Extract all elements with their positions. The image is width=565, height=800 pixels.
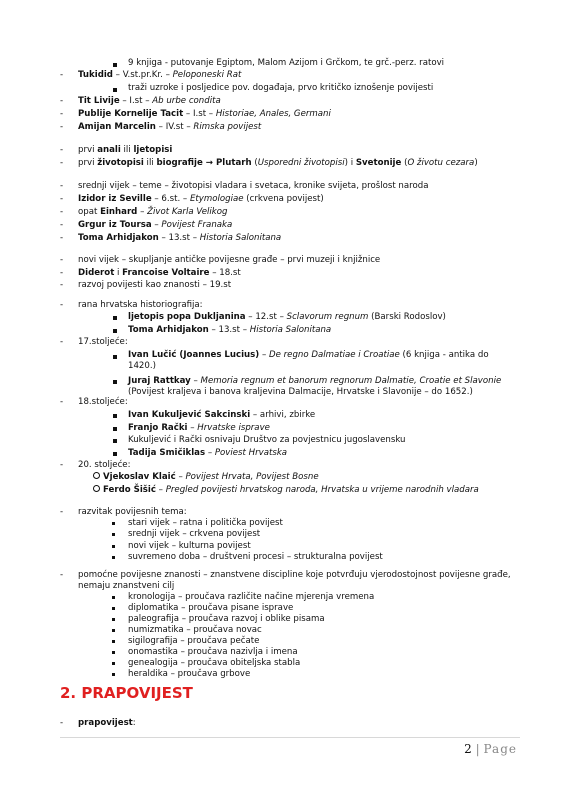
page-word: Page — [483, 742, 517, 756]
square-bullet-icon — [113, 427, 117, 431]
square-bullet-icon — [112, 673, 115, 676]
text-line: stari vijek – ratna i politička povijest — [128, 518, 283, 528]
text-line: Ivan Kukuljević Sakcinski – arhivi, zbirke — [128, 410, 316, 420]
dash-bullet: - — [60, 507, 64, 517]
square-bullet-icon — [113, 88, 117, 92]
dash-bullet: - — [60, 70, 64, 80]
square-bullet-icon — [113, 439, 117, 443]
square-bullet-icon — [113, 355, 117, 359]
text-line: kronologija – proučava različite načine mjerenja vremena — [128, 592, 375, 602]
circle-bullet-icon — [93, 485, 100, 492]
text-line: prvi životopisi ili biografije → Plutarh (Usporedni životopisi) i Svetonije (O životu cezara) — [78, 158, 478, 168]
text-line: novi vijek – kulturna povijest — [128, 541, 251, 551]
text-line: heraldika – proučava grbove — [128, 669, 251, 679]
dash-bullet: - — [60, 570, 64, 580]
text-line: razvoj povijesti kao znanosti – 19.st — [78, 280, 232, 290]
text-line: ljetopis popa Dukljanina – 12.st – Sclavorum regnum (Barski Rodoslov) — [128, 312, 446, 322]
text-line: genealogija – proučava obiteljska stabla — [128, 658, 301, 668]
dash-bullet: - — [60, 96, 64, 106]
square-bullet-icon — [113, 380, 117, 384]
dash-bullet: - — [60, 207, 64, 217]
text-line: Tadija Smičiklas – Poviest Hrvatska — [128, 448, 288, 458]
text-line: 9 knjiga - putovanje Egiptom, Malom Azijom i Grčkom, te grč.-perz. ratovi — [128, 58, 445, 68]
dash-bullet: - — [60, 158, 64, 168]
text-line: 1420.) — [128, 361, 156, 371]
text-line: Vjekoslav Klaić – Povijest Hrvata, Povijest Bosne — [93, 472, 319, 483]
square-bullet-icon — [112, 607, 115, 610]
square-bullet-icon — [112, 522, 115, 525]
square-bullet-icon — [112, 651, 115, 654]
dash-bullet: - — [60, 122, 64, 132]
text-line: suvremeno doba – društveni procesi – strukturalna povijest — [128, 552, 383, 562]
text-line: paleografija – proučava razvoj i oblike pisama — [128, 614, 325, 624]
circle-bullet-icon — [93, 472, 100, 479]
square-bullet-icon — [112, 545, 115, 548]
text-line: Izidor iz Seville – 6.st. – Etymologiae (crkvena povijest) — [78, 194, 324, 204]
dash-bullet: - — [60, 718, 64, 728]
text-line: numizmatika – proučava novac — [128, 625, 262, 635]
text-line: Kukuljević i Rački osnivaju Društvo za povjestnicu jugoslavensku — [128, 435, 406, 445]
text-line: Diderot i Francoise Voltaire – 18.st — [78, 268, 241, 278]
text-line: traži uzroke i posljedice pov. događaja, prvo kritičko iznošenje povijesti — [128, 83, 434, 93]
text-line: Juraj Rattkay – Memoria regnum et banorum regnorum Dalmatie, Croatie et Slavonie — [128, 376, 502, 386]
text-line: (Povijest kraljeva i banova kraljevina Dalmacije, Hrvatske i Slavonije – do 1652.) — [128, 387, 473, 397]
text-line: Tukidid – V.st.pr.Kr. – Peloponeski Rat — [78, 70, 242, 80]
text-line: opat Einhard – Život Karla Velikog — [78, 207, 228, 217]
square-bullet-icon — [113, 452, 117, 456]
text-line: nemaju znanstveni cilj — [78, 581, 175, 591]
text-line: 18.stoljeće: — [78, 397, 128, 407]
square-bullet-icon — [112, 533, 115, 536]
page-number: 2 — [464, 742, 472, 756]
text-line: Toma Arhidjakon – 13.st – Historia Salonitana — [128, 325, 332, 335]
text-line: srednji vijek – crkvena povijest — [128, 529, 261, 539]
dash-bullet: - — [60, 300, 64, 310]
dash-bullet: - — [60, 280, 64, 290]
section-heading: 2. PRAPOVIJEST — [60, 684, 193, 702]
dash-bullet: - — [60, 268, 64, 278]
square-bullet-icon — [112, 640, 115, 643]
text-line: Tit Livije – I.st – Ab urbe condita — [78, 96, 221, 106]
text-line: Grgur iz Toursa – Povijest Franaka — [78, 220, 233, 230]
dash-bullet: - — [60, 181, 64, 191]
square-bullet-icon — [113, 63, 117, 67]
text-line: Toma Arhidjakon – 13.st – Historia Salonitana — [78, 233, 282, 243]
dash-bullet: - — [60, 220, 64, 230]
square-bullet-icon — [112, 618, 115, 621]
square-bullet-icon — [112, 556, 115, 559]
square-bullet-icon — [112, 662, 115, 665]
dash-bullet: - — [60, 145, 64, 155]
text-line: razvitak povijesnih tema: — [78, 507, 187, 517]
text-line: Publije Kornelije Tacit – I.st – Historiae, Anales, Germani — [78, 109, 331, 119]
dash-bullet: - — [60, 255, 64, 265]
dash-bullet: - — [60, 397, 64, 407]
text-line: novi vijek – skupljanje antičke povijesne građe – prvi muzeji i knjižnice — [78, 255, 381, 265]
text-line: Amijan Marcelin – IV.st – Rimska povijest — [78, 122, 262, 132]
dash-bullet: - — [60, 194, 64, 204]
text-line: prapovijest: — [78, 718, 136, 728]
text-line: 20. stoljeće: — [78, 460, 131, 470]
text-line: Ferdo Šišić – Pregled povijesti hrvatskog naroda, Hrvatska u vrijeme narodnih vladara — [93, 485, 479, 496]
text-line: prvi anali ili ljetopisi — [78, 145, 173, 155]
text-line: 17.stoljeće: — [78, 337, 128, 347]
square-bullet-icon — [112, 596, 115, 599]
footer-separator: | — [475, 742, 480, 756]
text-line: Ivan Lučić (Joannes Lucius) – De regno Dalmatiae i Croatiae (6 knjiga - antika do — [128, 350, 489, 360]
text-line: pomoćne povijesne znanosti – znanstvene discipline koje potvrđuju vjerodostojnost povijesne građe, — [78, 570, 511, 580]
text-line: Franjo Rački – Hrvatske isprave — [128, 423, 270, 433]
dash-bullet: - — [60, 109, 64, 119]
dash-bullet: - — [60, 337, 64, 347]
text-line: srednji vijek – teme – životopisi vladara i svetaca, kronike svijeta, prošlost naroda — [78, 181, 429, 191]
square-bullet-icon — [113, 414, 117, 418]
footer-divider — [60, 737, 520, 738]
square-bullet-icon — [112, 629, 115, 632]
arrow-right-icon: → — [202, 158, 216, 168]
text-line: rana hrvatska historiografija: — [78, 300, 203, 310]
page-footer — [464, 742, 517, 756]
dash-bullet: - — [60, 233, 64, 243]
text-line: sigilografija – proučava pečate — [128, 636, 260, 646]
text-line: diplomatika – proučava pisane isprave — [128, 603, 294, 613]
square-bullet-icon — [113, 329, 117, 333]
dash-bullet: - — [60, 460, 64, 470]
text-line: onomastika – proučava nazivlja i imena — [128, 647, 298, 657]
square-bullet-icon — [113, 316, 117, 320]
